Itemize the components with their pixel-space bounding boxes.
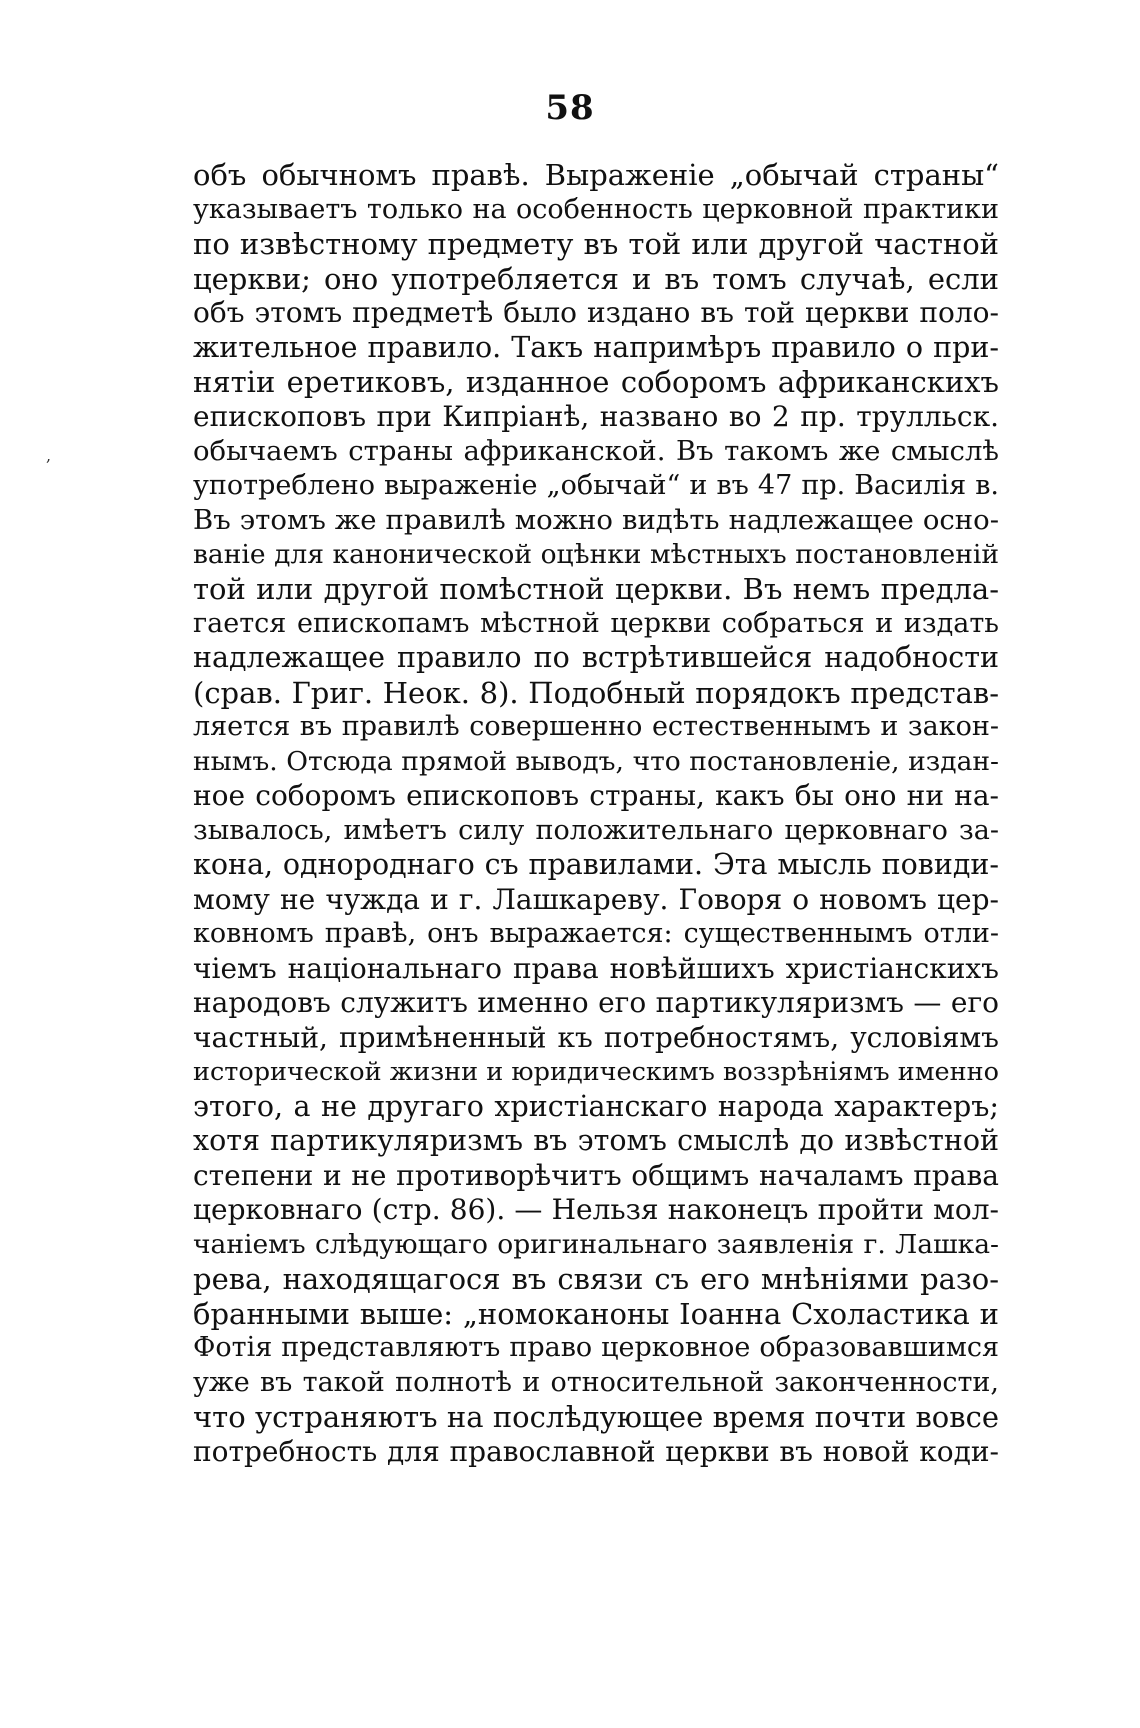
text-line: уже въ такой полнотѣ и относительной законченности, [193, 1366, 999, 1398]
text-line: объ этомъ предметѣ было издано въ той церкви поло- [193, 296, 999, 329]
text-line: по извѣстному предмету въ той или другой частной [193, 227, 999, 261]
text-line: бранными выше: „номоканоны Іоанна Схоластика и [193, 1296, 999, 1331]
page-number: 58 [545, 88, 595, 128]
text-line: церковнаго (стр. 86). — Нельзя наконецъ пройти мол- [193, 1193, 999, 1226]
text-line: рева, находящагося въ связи съ его мнѣніями разо- [193, 1262, 999, 1296]
text-line: употреблено выраженіе „обычай“ и въ 47 пр. Василія в. [193, 469, 999, 501]
text-line: Фотія представляютъ право церковное образовавшимся [193, 1332, 999, 1363]
text-line: нятіи еретиковъ, изданное соборомъ африканскихъ [193, 365, 999, 399]
text-line: обычаемъ страны африканской. Въ такомъ же смыслѣ [193, 435, 999, 467]
text-line: гается епископамъ мѣстной церкви собраться и издать [193, 607, 999, 639]
text-line: надлежащее правило по встрѣтившейся надобности [193, 641, 999, 674]
body-text [193, 158, 999, 1469]
text-line: чаніемъ слѣдующаго оригинальнаго заявленія г. Лашка- [193, 1228, 999, 1260]
text-line: жительное правило. Такъ напримѣръ правило о при- [193, 330, 999, 364]
text-line: что устраняютъ на послѣдующее время почти вовсе [193, 1400, 999, 1434]
margin-mark: , [46, 446, 52, 465]
text-line: степени и не противорѣчитъ общимъ началамъ права [193, 1158, 999, 1192]
text-line: этого, а не другаго христіанскаго народа характеръ; [193, 1089, 999, 1123]
text-line: хотя партикуляризмъ въ этомъ смыслѣ до извѣстной [193, 1124, 999, 1157]
text-line: кона, однороднаго съ правилами. Эта мысль повиди- [193, 848, 999, 881]
text-line: ваніе для канонической оцѣнки мѣстныхъ постановленій [193, 538, 999, 570]
text-line: Въ этомъ же правилѣ можно видѣть надлежащее осно- [193, 504, 999, 536]
text-line: исторической жизни и юридическимъ воззрѣніямъ именно [193, 1057, 999, 1087]
text-line: церкви; оно употребляется и въ томъ случаѣ, если [193, 261, 999, 296]
text-line: (срав. Григ. Неок. 8). Подобный порядокъ представ- [193, 675, 999, 710]
text-line: ное соборомъ епископовъ страны, какъ бы оно ни на- [193, 779, 999, 812]
text-line: епископовъ при Кипріанѣ, названо во 2 пр. трулльск. [193, 399, 999, 433]
text-line: ковномъ правѣ, онъ выражается: существеннымъ отли- [193, 918, 999, 949]
text-line: ляется въ правилѣ совершенно естественнымъ и закон- [193, 711, 999, 742]
text-line: той или другой помѣстной церкви. Въ немъ предла- [193, 572, 999, 606]
text-line: народовъ служитъ именно его партикуляризмъ — его [193, 986, 999, 1019]
text-line: указываетъ только на особенность церковной практики [193, 193, 999, 225]
text-line: зывалось, имѣетъ силу положительнаго церковнаго за- [193, 814, 999, 846]
text-line: нымъ. Отсюда прямой выводъ, что постановленіе, издан- [193, 745, 999, 777]
text-line: чіемъ національнаго права новѣйшихъ христіанскихъ [193, 951, 999, 985]
text-line: мому не чужда и г. Лашкареву. Говоря о новомъ цер- [193, 882, 999, 916]
text-line: потребность для православной церкви въ новой коди- [193, 1434, 999, 1468]
text-line: частный, примѣненный къ потребностямъ, условіямъ [193, 1020, 999, 1054]
text-line: объ обычномъ правѣ. Выраженіе „обычай страны“ [193, 158, 999, 192]
